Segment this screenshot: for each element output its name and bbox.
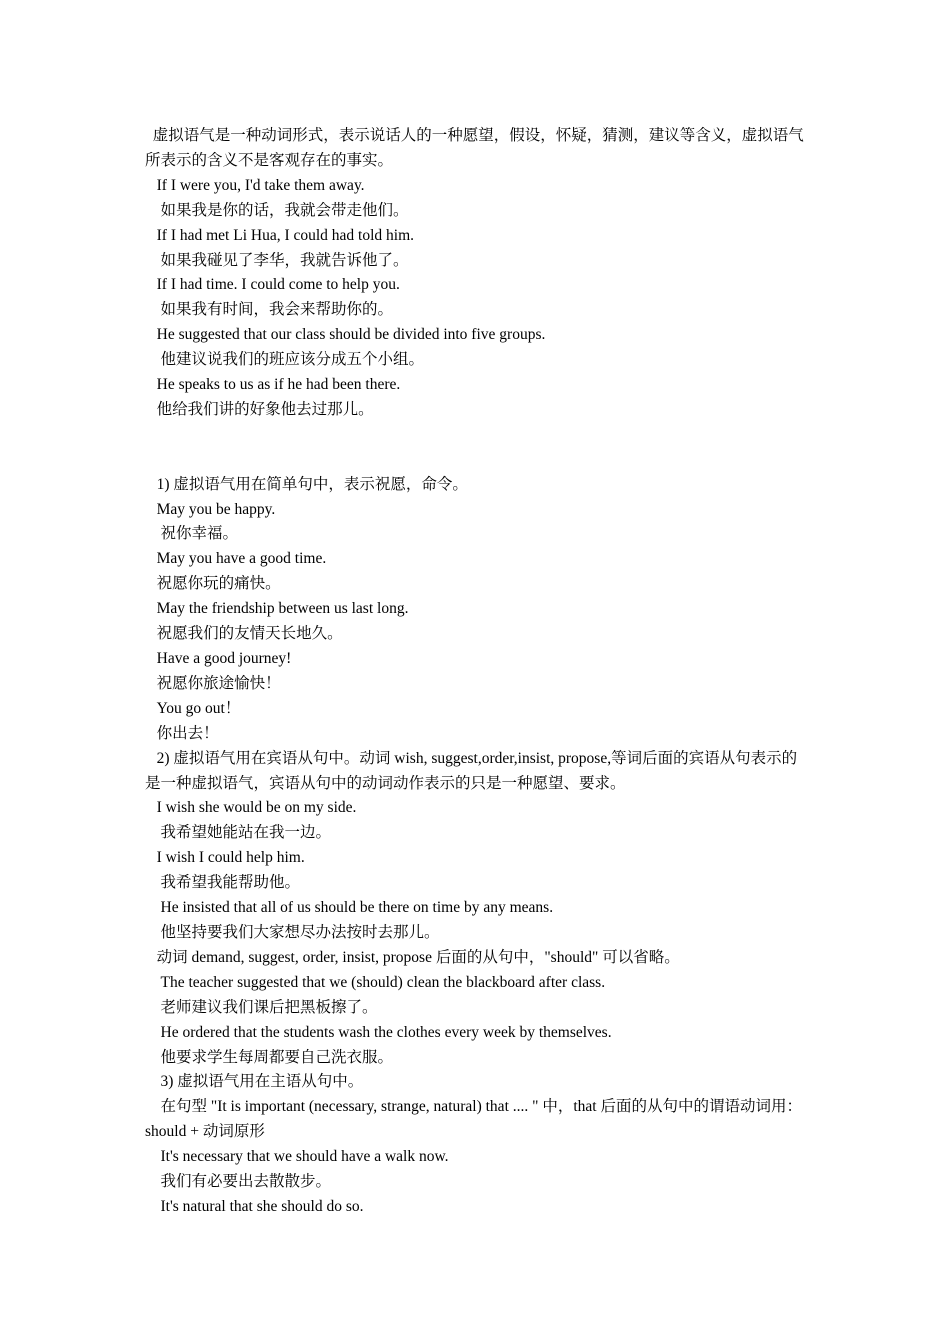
text-line: 他建议说我们的班应该分成五个小组。 [145, 351, 425, 369]
text-line: You go out！ [145, 699, 241, 717]
text-line: 祝愿我们的友情天长地久。 [145, 625, 343, 643]
section-gap [145, 423, 810, 473]
text-line: If I were you, I'd take them away. [145, 176, 365, 194]
text-line: 动词 demand, suggest, order, insist, propose 后面的从句中，"should" 可以省略。 [145, 948, 680, 966]
text-line: 在句型 "It is important (necessary, strange, natural) that .... " 中，that 后面的从句中的谓语动词用： should + 动词原形 [145, 1098, 810, 1141]
text-line: 3) 虚拟语气用在主语从句中。 [145, 1073, 364, 1091]
text-line: 他给我们讲的好象他去过那儿。 [145, 400, 374, 418]
text-line: He ordered that the students wash the clothes every week by themselves. [145, 1023, 612, 1041]
text-line: 我希望我能帮助他。 [145, 874, 301, 892]
text-line: If I had met Li Hua, I could had told him. [145, 226, 415, 244]
text-line: 祝你幸福。 [145, 525, 239, 543]
text-line: He suggested that our class should be divided into five groups. [145, 326, 546, 344]
text-line: May the friendship between us last long. [145, 600, 409, 618]
text-line: 祝愿你旅途愉快！ [145, 674, 281, 692]
text-line: 祝愿你玩的痛快。 [145, 575, 281, 593]
text-line: 你出去！ [145, 724, 219, 742]
text-line: 我们有必要出去散散步。 [145, 1173, 332, 1191]
text-line: 如果我碰见了李华，我就告诉他了。 [145, 251, 409, 269]
main-section [145, 473, 810, 1220]
text-line: 他坚持要我们大家想尽办法按时去那儿。 [145, 923, 440, 941]
text-line: 如果我是你的话，我就会带走他们。 [145, 201, 409, 219]
text-line: Have a good journey! [145, 650, 292, 668]
text-line: 我希望她能站在我一边。 [145, 824, 332, 842]
text-line: I wish she would be on my side. [145, 799, 357, 817]
text-line: 他要求学生每周都要自己洗衣服。 [145, 1048, 394, 1066]
text-line: May you be happy. [145, 500, 276, 518]
text-line: It's natural that she should do so. [145, 1197, 364, 1215]
text-line: If I had time. I could come to help you. [145, 276, 400, 294]
text-line: 老师建议我们课后把黑板擦了。 [145, 998, 378, 1016]
text-line: The teacher suggested that we (should) clean the blackboard after class. [145, 973, 606, 991]
text-line: 1) 虚拟语气用在简单句中，表示祝愿，命令。 [145, 475, 468, 493]
text-line: May you have a good time. [145, 550, 327, 568]
text-line: I wish I could help him. [145, 849, 305, 867]
text-line: He insisted that all of us should be there on time by any means. [145, 899, 554, 917]
text-line: It's necessary that we should have a walk now. [145, 1148, 449, 1166]
document-body [145, 124, 810, 1220]
text-line: 虚拟语气是一种动词形式，表示说话人的一种愿望，假设，怀疑，猜测，建议等含义，虚拟语气所表示的含义不是客观存在的事实。 [145, 127, 804, 169]
text-line: 2) 虚拟语气用在宾语从句中。动词 wish, suggest,order,insist, propose,等词后面的宾语从句表示的是一种虚拟语气，宾语从句中的动词动作表示的只是一种愿望、要求。 [145, 749, 798, 792]
intro-section [145, 124, 810, 423]
text-line: He speaks to us as if he had been there. [145, 376, 401, 394]
text-line: 如果我有时间，我会来帮助你的。 [145, 301, 394, 319]
